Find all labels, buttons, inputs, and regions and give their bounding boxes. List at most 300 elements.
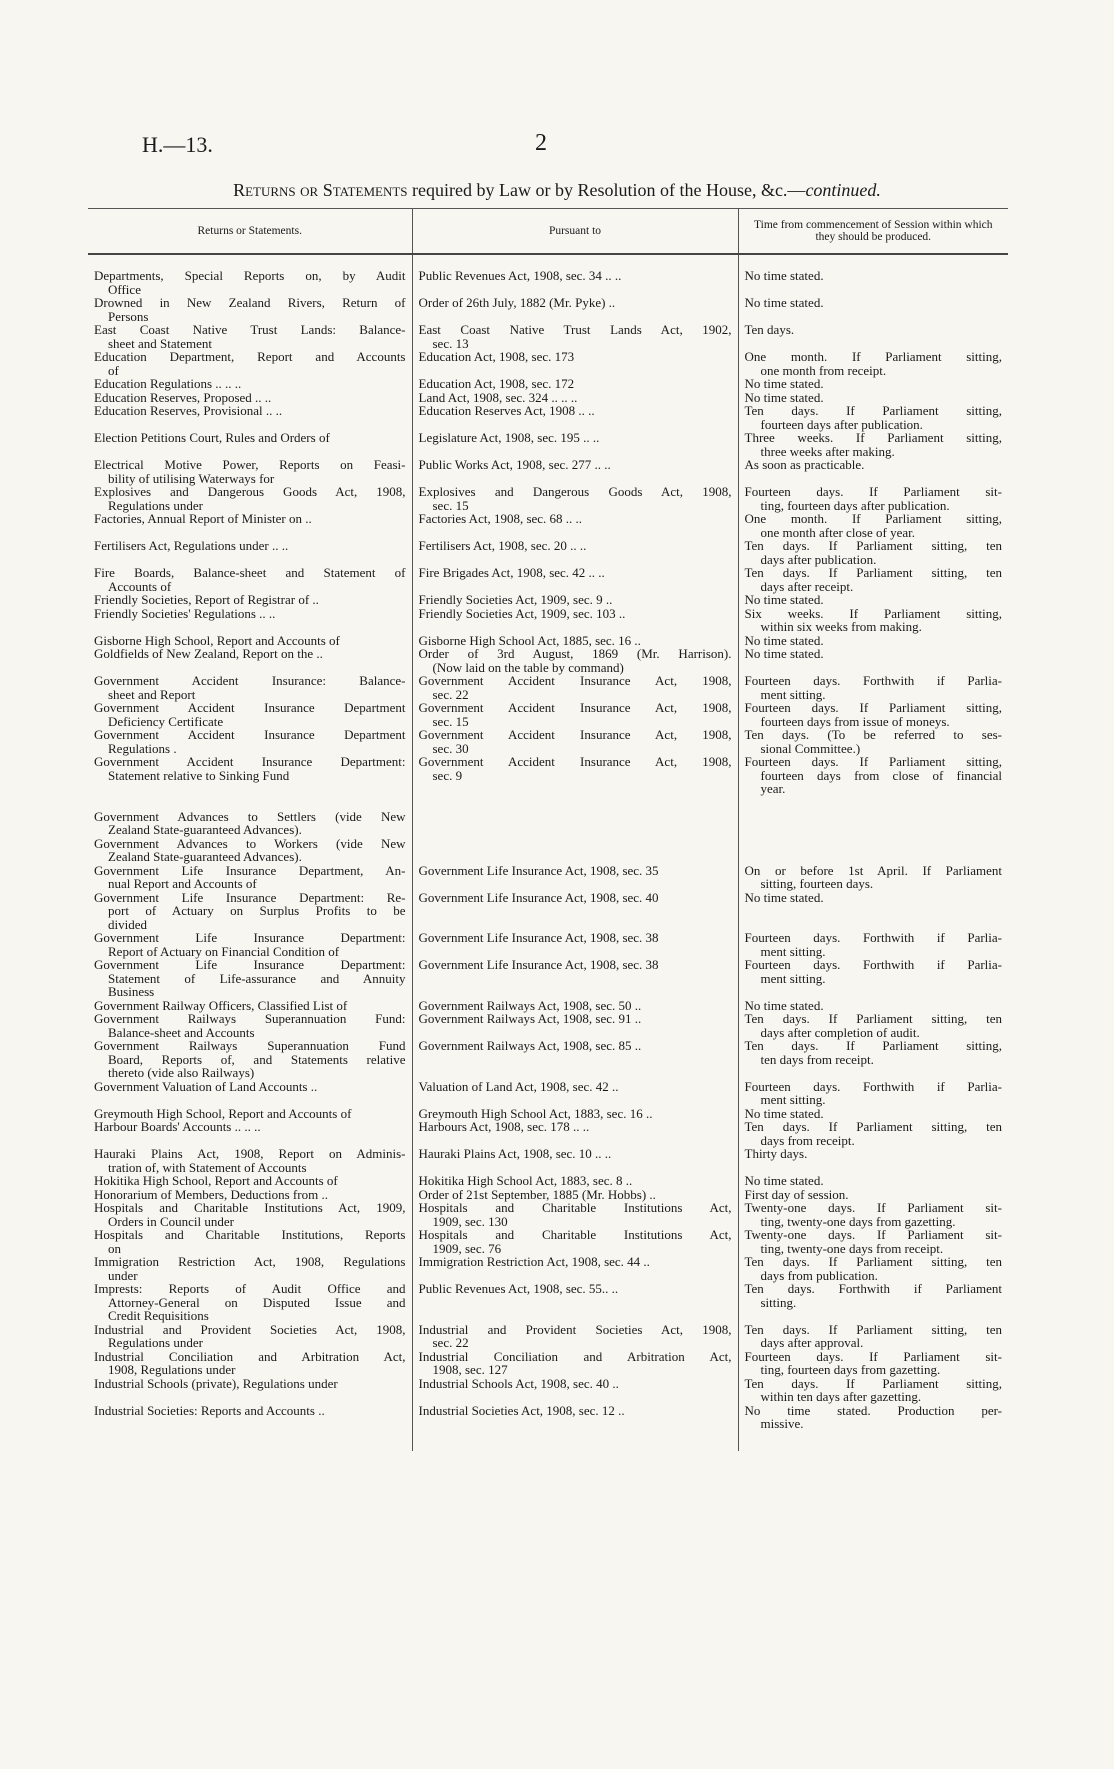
time-cell bbox=[738, 755, 1008, 796]
cell-line: Fertilisers Act, Regulations under .. .. bbox=[94, 538, 289, 553]
cell-line: Ten days. If Parliament sitting, bbox=[744, 1375, 1002, 1391]
pursuant-cell bbox=[412, 566, 738, 593]
table-row bbox=[88, 607, 1008, 634]
return-cell bbox=[88, 539, 412, 566]
header-pursuant: Pursuant to bbox=[412, 209, 738, 255]
cell-line: ment sitting. bbox=[760, 970, 826, 986]
time-cell bbox=[738, 1255, 1008, 1282]
cell-line: fourteen days from close of financial bbox=[760, 767, 1002, 783]
return-cell bbox=[88, 931, 412, 958]
cell-line: sheet and Statement bbox=[108, 335, 212, 351]
pursuant-cell bbox=[412, 810, 738, 837]
cell-line: Regulations under bbox=[108, 497, 203, 513]
cell-line: Government Advances to Workers (vide New bbox=[94, 835, 406, 851]
table-row bbox=[88, 931, 1008, 958]
cell-line: Government Railways Act, 1908, sec. 50 .. bbox=[418, 997, 642, 1013]
cell-line: sec. 22 bbox=[432, 1335, 469, 1350]
cell-line: Hospitals and Charitable Institutions Act, bbox=[418, 1200, 732, 1215]
cell-line: First day of session. bbox=[744, 1186, 849, 1202]
cell-line: Government Accident Insurance Act, 1908, bbox=[418, 754, 732, 769]
time-cell bbox=[738, 377, 1008, 391]
table-row bbox=[88, 647, 1008, 674]
table-row bbox=[88, 1039, 1008, 1080]
return-cell bbox=[88, 1323, 412, 1350]
table-row bbox=[88, 1174, 1008, 1188]
cell-line: Regulations . bbox=[108, 740, 177, 756]
cell-line: sec. 13 bbox=[432, 335, 469, 351]
cell-line: Legislature Act, 1908, sec. 195 .. .. bbox=[418, 430, 600, 445]
time-cell bbox=[738, 1080, 1008, 1107]
cell-line: Government Accident Insurance Act, 1908, bbox=[418, 700, 732, 715]
cell-line: Government Life Insurance Department: Re- bbox=[94, 889, 406, 905]
cell-line: Education Regulations .. .. .. bbox=[94, 376, 242, 391]
foot-cell bbox=[412, 1431, 738, 1451]
spacer-cell bbox=[738, 796, 1008, 810]
return-cell bbox=[88, 323, 412, 350]
pursuant-cell bbox=[412, 674, 738, 701]
pursuant-cell bbox=[412, 864, 738, 891]
pursuant-cell bbox=[412, 1039, 738, 1080]
table-row bbox=[88, 1080, 1008, 1107]
cell-line: Ten days. If Parliament sitting, ten bbox=[744, 565, 1002, 580]
cell-line: sitting. bbox=[760, 1294, 797, 1310]
cell-line: Deficiency Certificate bbox=[108, 713, 224, 729]
returns-table bbox=[88, 208, 1008, 1451]
time-cell bbox=[738, 404, 1008, 431]
cell-line: year. bbox=[760, 781, 786, 796]
time-cell bbox=[738, 323, 1008, 350]
return-cell bbox=[88, 1107, 412, 1121]
pursuant-cell bbox=[412, 958, 738, 999]
table-row bbox=[88, 891, 1008, 932]
cell-line: missive. bbox=[760, 1416, 804, 1431]
cell-line: East Coast Native Trust Lands: Balance- bbox=[94, 322, 406, 337]
cell-line: Government Railways Superannuation Fund: bbox=[94, 1011, 406, 1026]
cell-line: Persons bbox=[108, 308, 149, 324]
cell-line: East Coast Native Trust Lands Act, 1902, bbox=[418, 322, 732, 337]
return-cell bbox=[88, 674, 412, 701]
table-row bbox=[88, 634, 1008, 648]
cell-line: Attorney-General on Disputed Issue and bbox=[108, 1294, 406, 1310]
cell-line: Three weeks. If Parliament sitting, bbox=[744, 430, 1002, 445]
cell-line: one month after close of year. bbox=[760, 524, 915, 540]
return-cell bbox=[88, 512, 412, 539]
return-cell bbox=[88, 485, 412, 512]
table-row bbox=[88, 1120, 1008, 1147]
cell-line: Gisborne High School, Report and Accounts of bbox=[94, 632, 340, 648]
cell-line: within six weeks from making. bbox=[760, 619, 922, 634]
cell-line: Valuation of Land Act, 1908, sec. 42 .. bbox=[418, 1078, 619, 1094]
cell-line: Government Valuation of Land Accounts .. bbox=[94, 1078, 318, 1094]
table-row bbox=[88, 1255, 1008, 1282]
pursuant-cell bbox=[412, 269, 738, 296]
cell-line: within ten days after gazetting. bbox=[760, 1389, 922, 1404]
cell-line: Government Life Insurance Department: bbox=[94, 930, 406, 945]
return-cell bbox=[88, 1188, 412, 1202]
cell-line: Ten days. If Parliament sitting, bbox=[744, 403, 1002, 418]
cell-line: Government Accident Insurance Department bbox=[94, 700, 406, 715]
cell-line: Zealand State-guaranteed Advances). bbox=[108, 822, 302, 837]
cell-line: Ten days. Forthwith if Parliament bbox=[744, 1281, 1002, 1296]
table-body bbox=[88, 254, 1008, 1451]
table-row bbox=[88, 566, 1008, 593]
return-cell bbox=[88, 1120, 412, 1147]
return-cell bbox=[88, 647, 412, 674]
time-cell bbox=[738, 391, 1008, 405]
return-cell bbox=[88, 755, 412, 796]
cell-line: Government Railways Superannuation Fund bbox=[94, 1038, 406, 1053]
table-row bbox=[88, 999, 1008, 1013]
cell-line: Hauraki Plains Act, 1908, sec. 10 .. .. bbox=[418, 1146, 612, 1161]
time-cell bbox=[738, 296, 1008, 323]
header-returns: Returns or Statements. bbox=[88, 209, 412, 255]
pursuant-cell bbox=[412, 1107, 738, 1121]
cell-line: 1909, sec. 76 bbox=[432, 1240, 502, 1256]
time-cell bbox=[738, 1201, 1008, 1228]
cell-line: Friendly Societies' Regulations .. .. bbox=[94, 605, 276, 621]
table-row bbox=[88, 323, 1008, 350]
cell-line: fourteen days after publication. bbox=[760, 416, 923, 432]
pursuant-cell bbox=[412, 755, 738, 796]
cell-line: Education Department, Report and Accounts bbox=[94, 349, 406, 364]
table-row bbox=[88, 755, 1008, 796]
cell-line: Hauraki Plains Act, 1908, Report on Adminis- bbox=[94, 1146, 406, 1161]
table-row bbox=[88, 864, 1008, 891]
pursuant-cell bbox=[412, 634, 738, 648]
cell-line: Fourteen days. Forthwith if Parlia- bbox=[744, 1078, 1002, 1094]
cell-line: three weeks after making. bbox=[760, 443, 895, 459]
time-cell bbox=[738, 810, 1008, 837]
return-cell bbox=[88, 1255, 412, 1282]
time-cell bbox=[738, 1404, 1008, 1431]
return-cell bbox=[88, 458, 412, 485]
pursuant-cell bbox=[412, 607, 738, 634]
table-row bbox=[88, 1201, 1008, 1228]
cell-line: Education Reserves Act, 1908 .. .. bbox=[418, 403, 595, 418]
table-row bbox=[88, 431, 1008, 458]
cell-line: Fire Brigades Act, 1908, sec. 42 .. .. bbox=[418, 565, 605, 580]
page-title bbox=[0, 180, 1114, 201]
pursuant-cell bbox=[412, 701, 738, 728]
cell-line: No time stated. bbox=[744, 268, 824, 283]
cell-line: days from publication. bbox=[760, 1267, 878, 1283]
return-cell bbox=[88, 1201, 412, 1228]
cell-line: Thirty days. bbox=[744, 1146, 808, 1161]
time-cell bbox=[738, 1228, 1008, 1255]
table-row bbox=[88, 391, 1008, 405]
cell-line: Education Act, 1908, sec. 172 bbox=[418, 376, 575, 391]
cell-line: No time stated. bbox=[744, 889, 824, 905]
return-cell bbox=[88, 1228, 412, 1255]
page-number: 2 bbox=[535, 130, 547, 156]
return-cell bbox=[88, 1404, 412, 1431]
pursuant-cell bbox=[412, 458, 738, 485]
cell-line: Statement relative to Sinking Fund bbox=[108, 767, 290, 783]
pursuant-cell bbox=[412, 1323, 738, 1350]
cell-line: ment sitting. bbox=[760, 686, 826, 702]
cell-line: Government Accident Insurance: Balance- bbox=[94, 673, 406, 688]
return-cell bbox=[88, 810, 412, 837]
time-cell bbox=[738, 1188, 1008, 1202]
cell-line: Public Works Act, 1908, sec. 277 .. .. bbox=[418, 457, 611, 472]
pursuant-cell bbox=[412, 593, 738, 607]
table-header-row bbox=[88, 209, 1008, 255]
table-row bbox=[88, 1282, 1008, 1323]
return-cell bbox=[88, 634, 412, 648]
cell-line: No time stated. bbox=[744, 376, 824, 391]
pursuant-cell bbox=[412, 1350, 738, 1377]
cell-line: No time stated. bbox=[744, 1173, 824, 1188]
pursuant-cell bbox=[412, 891, 738, 932]
time-cell bbox=[738, 1107, 1008, 1121]
cell-line: Public Revenues Act, 1908, sec. 34 .. .. bbox=[418, 268, 622, 283]
spacer-row bbox=[88, 796, 1008, 810]
table-row bbox=[88, 404, 1008, 431]
cell-line: sec. 22 bbox=[432, 686, 469, 702]
time-cell bbox=[738, 999, 1008, 1013]
time-cell bbox=[738, 931, 1008, 958]
time-cell bbox=[738, 566, 1008, 593]
spacer-cell bbox=[738, 254, 1008, 269]
cell-line: Government Life Insurance Act, 1908, sec. 38 bbox=[418, 957, 659, 972]
cell-line: sional Committee.) bbox=[760, 740, 861, 756]
time-cell bbox=[738, 1012, 1008, 1039]
time-cell bbox=[738, 269, 1008, 296]
pursuant-cell bbox=[412, 404, 738, 431]
table-row bbox=[88, 701, 1008, 728]
cell-line: Friendly Societies Act, 1909, sec. 103 .. bbox=[418, 605, 626, 621]
return-cell bbox=[88, 999, 412, 1013]
cell-line: Hospitals and Charitable Institutions Act, 1909, bbox=[94, 1200, 406, 1215]
cell-line: Government Accident Insurance Department: bbox=[94, 754, 406, 769]
return-cell bbox=[88, 566, 412, 593]
cell-line: Government Railway Officers, Classified List of bbox=[94, 997, 348, 1013]
return-cell bbox=[88, 837, 412, 864]
document-code: H.—13. bbox=[142, 132, 213, 157]
cell-line: Orders in Council under bbox=[108, 1213, 235, 1229]
table-row bbox=[88, 512, 1008, 539]
pursuant-cell bbox=[412, 728, 738, 755]
cell-line: Fourteen days. If Parliament sit- bbox=[744, 484, 1002, 499]
spacer-row bbox=[88, 254, 1008, 269]
cell-line: ting, twenty-one days from receipt. bbox=[760, 1240, 944, 1256]
cell-line: Office bbox=[108, 281, 141, 297]
cell-line: divided bbox=[108, 916, 147, 932]
return-cell bbox=[88, 350, 412, 377]
cell-line: (Now laid on the table by command) bbox=[432, 659, 624, 675]
time-cell bbox=[738, 1147, 1008, 1174]
time-cell bbox=[738, 1174, 1008, 1188]
cell-line: Report of Actuary on Financial Condition of bbox=[108, 943, 340, 959]
return-cell bbox=[88, 607, 412, 634]
return-cell bbox=[88, 1147, 412, 1174]
cell-line: Balance-sheet and Accounts bbox=[108, 1024, 255, 1040]
cell-line: Industrial Societies Act, 1908, sec. 12 .. bbox=[418, 1402, 625, 1418]
cell-line: thereto (vide also Railways) bbox=[108, 1065, 255, 1080]
pursuant-cell bbox=[412, 1201, 738, 1228]
cell-line: Land Act, 1908, sec. 324 .. .. .. bbox=[418, 389, 578, 405]
cell-line: Fire Boards, Balance-sheet and Statement of bbox=[94, 565, 406, 580]
title-italic: continued. bbox=[805, 180, 881, 200]
time-cell bbox=[738, 674, 1008, 701]
cell-line: Honorarium of Members, Deductions from .. bbox=[94, 1186, 328, 1202]
cell-line: Fertilisers Act, 1908, sec. 20 .. .. bbox=[418, 538, 587, 553]
pursuant-cell bbox=[412, 1147, 738, 1174]
pursuant-cell bbox=[412, 837, 738, 864]
cell-line: Government Advances to Settlers (vide New bbox=[94, 808, 406, 824]
cell-line: Government Life Insurance Department, An- bbox=[94, 862, 406, 878]
cell-line: Accounts of bbox=[108, 578, 172, 594]
pursuant-cell bbox=[412, 539, 738, 566]
cell-line: Hokitika High School Act, 1883, sec. 8 .. bbox=[418, 1173, 633, 1188]
table-row bbox=[88, 1107, 1008, 1121]
table-row bbox=[88, 837, 1008, 864]
pursuant-cell bbox=[412, 1255, 738, 1282]
cell-line: Departments, Special Reports on, by Audit bbox=[94, 268, 406, 283]
table-row bbox=[88, 1377, 1008, 1404]
cell-line: fourteen days from issue of moneys. bbox=[760, 713, 950, 729]
cell-line: Harbour Boards' Accounts .. .. .. bbox=[94, 1119, 261, 1134]
title-smallcaps: Returns or Statements bbox=[233, 180, 408, 200]
spacer-cell bbox=[88, 254, 412, 269]
cell-line: Gisborne High School Act, 1885, sec. 16 .. bbox=[418, 632, 641, 648]
cell-line: Fourteen days. If Parliament sitting, bbox=[744, 700, 1002, 715]
time-cell bbox=[738, 1350, 1008, 1377]
cell-line: Twenty-one days. If Parliament sit- bbox=[744, 1227, 1002, 1242]
cell-line: Credit Requisitions bbox=[108, 1308, 209, 1323]
table-row bbox=[88, 1188, 1008, 1202]
pursuant-cell bbox=[412, 931, 738, 958]
pursuant-cell bbox=[412, 350, 738, 377]
table-row bbox=[88, 958, 1008, 999]
cell-line: Greymouth High School Act, 1883, sec. 16 .. bbox=[418, 1105, 653, 1121]
time-cell bbox=[738, 728, 1008, 755]
time-cell bbox=[738, 512, 1008, 539]
return-cell bbox=[88, 958, 412, 999]
cell-line: Education Act, 1908, sec. 173 bbox=[418, 349, 575, 364]
cell-line: Government Accident Insurance Department bbox=[94, 727, 406, 742]
table-row bbox=[88, 485, 1008, 512]
time-cell bbox=[738, 891, 1008, 932]
cell-line: Factories Act, 1908, sec. 68 .. .. bbox=[418, 511, 583, 526]
cell-line: Government Life Insurance Act, 1908, sec. 35 bbox=[418, 862, 659, 878]
table-row bbox=[88, 1323, 1008, 1350]
cell-line: ting, twenty-one days from gazetting. bbox=[760, 1213, 956, 1229]
time-cell bbox=[738, 647, 1008, 674]
spacer-cell bbox=[412, 796, 738, 810]
table-row bbox=[88, 1147, 1008, 1174]
time-cell bbox=[738, 593, 1008, 607]
cell-line: ment sitting. bbox=[760, 1092, 826, 1107]
pursuant-cell bbox=[412, 1404, 738, 1431]
cell-line: Industrial Schools Act, 1908, sec. 40 .. bbox=[418, 1375, 619, 1391]
cell-line: Immigration Restriction Act, 1908, sec. 44 .. bbox=[418, 1254, 650, 1269]
cell-line: days after publication. bbox=[760, 551, 877, 567]
cell-line: Hospitals and Charitable Institutions, Reports bbox=[94, 1227, 406, 1242]
pursuant-cell bbox=[412, 485, 738, 512]
pursuant-cell bbox=[412, 1174, 738, 1188]
return-cell bbox=[88, 593, 412, 607]
spacer-cell bbox=[88, 796, 412, 810]
return-cell bbox=[88, 391, 412, 405]
cell-line: Ten days. If Parliament sitting, ten bbox=[744, 1011, 1002, 1026]
pursuant-cell bbox=[412, 1188, 738, 1202]
cell-line: One month. If Parliament sitting, bbox=[744, 349, 1002, 364]
cell-line: Order of 3rd August, 1869 (Mr. Harrison). bbox=[418, 646, 732, 661]
return-cell bbox=[88, 296, 412, 323]
cell-line: nual Report and Accounts of bbox=[108, 876, 257, 891]
cell-line: Friendly Societies Act, 1909, sec. 9 .. bbox=[418, 592, 613, 607]
time-cell bbox=[738, 607, 1008, 634]
cell-line: port of Actuary on Surplus Profits to be bbox=[108, 903, 406, 918]
cell-line: of bbox=[108, 362, 119, 378]
return-cell bbox=[88, 1377, 412, 1404]
cell-line: Industrial Societies: Reports and Accounts .. bbox=[94, 1402, 325, 1418]
return-cell bbox=[88, 864, 412, 891]
table-row bbox=[88, 1404, 1008, 1431]
cell-line: Industrial Conciliation and Arbitration Act, bbox=[94, 1348, 406, 1364]
cell-line: Friendly Societies, Report of Registrar of .. bbox=[94, 592, 319, 607]
table-row bbox=[88, 269, 1008, 296]
time-cell bbox=[738, 485, 1008, 512]
cell-line: Fourteen days. If Parliament sitting, bbox=[744, 754, 1002, 769]
cell-line: No time stated. bbox=[744, 997, 824, 1013]
cell-line: Six weeks. If Parliament sitting, bbox=[744, 605, 1002, 621]
return-cell bbox=[88, 431, 412, 458]
cell-line: Government Railways Act, 1908, sec. 85 .. bbox=[418, 1038, 642, 1053]
cell-line: 1908, Regulations under bbox=[108, 1362, 236, 1377]
time-cell bbox=[738, 1282, 1008, 1323]
time-cell bbox=[738, 701, 1008, 728]
table-row bbox=[88, 296, 1008, 323]
return-cell bbox=[88, 1012, 412, 1039]
title-plain: required by Law or by Resolution of the House, &c.— bbox=[407, 180, 806, 200]
return-cell bbox=[88, 1174, 412, 1188]
cell-line: Explosives and Dangerous Goods Act, 1908, bbox=[418, 484, 732, 499]
return-cell bbox=[88, 1282, 412, 1323]
cell-line: on bbox=[108, 1240, 121, 1256]
cell-line: No time stated. bbox=[744, 295, 824, 310]
cell-line: ment sitting. bbox=[760, 943, 826, 959]
cell-line: Fourteen days. If Parliament sit- bbox=[744, 1348, 1002, 1364]
table-row bbox=[88, 674, 1008, 701]
cell-line: days after receipt. bbox=[760, 578, 854, 594]
table-row bbox=[88, 1228, 1008, 1255]
table-row bbox=[88, 350, 1008, 377]
time-cell bbox=[738, 1120, 1008, 1147]
return-cell bbox=[88, 891, 412, 932]
table-row bbox=[88, 810, 1008, 837]
cell-line: As soon as practicable. bbox=[744, 457, 865, 472]
pursuant-cell bbox=[412, 1377, 738, 1404]
return-cell bbox=[88, 404, 412, 431]
cell-line: days after approval. bbox=[760, 1335, 864, 1350]
cell-line: Harbours Act, 1908, sec. 178 .. .. bbox=[418, 1119, 590, 1134]
time-cell bbox=[738, 350, 1008, 377]
time-cell bbox=[738, 864, 1008, 891]
table-row bbox=[88, 539, 1008, 566]
pursuant-cell bbox=[412, 377, 738, 391]
cell-line: Greymouth High School, Report and Accounts of bbox=[94, 1105, 352, 1121]
cell-line: Hokitika High School, Report and Accounts of bbox=[94, 1173, 338, 1188]
cell-line: Government Accident Insurance Act, 1908, bbox=[418, 727, 732, 742]
cell-line: Industrial and Provident Societies Act, 1908, bbox=[418, 1321, 732, 1337]
cell-line: One month. If Parliament sitting, bbox=[744, 511, 1002, 526]
cell-line: Government Life Insurance Department: bbox=[94, 957, 406, 972]
pursuant-cell bbox=[412, 1282, 738, 1323]
cell-line: Ten days. If Parliament sitting, bbox=[744, 1038, 1002, 1053]
cell-line: Regulations under bbox=[108, 1335, 203, 1350]
